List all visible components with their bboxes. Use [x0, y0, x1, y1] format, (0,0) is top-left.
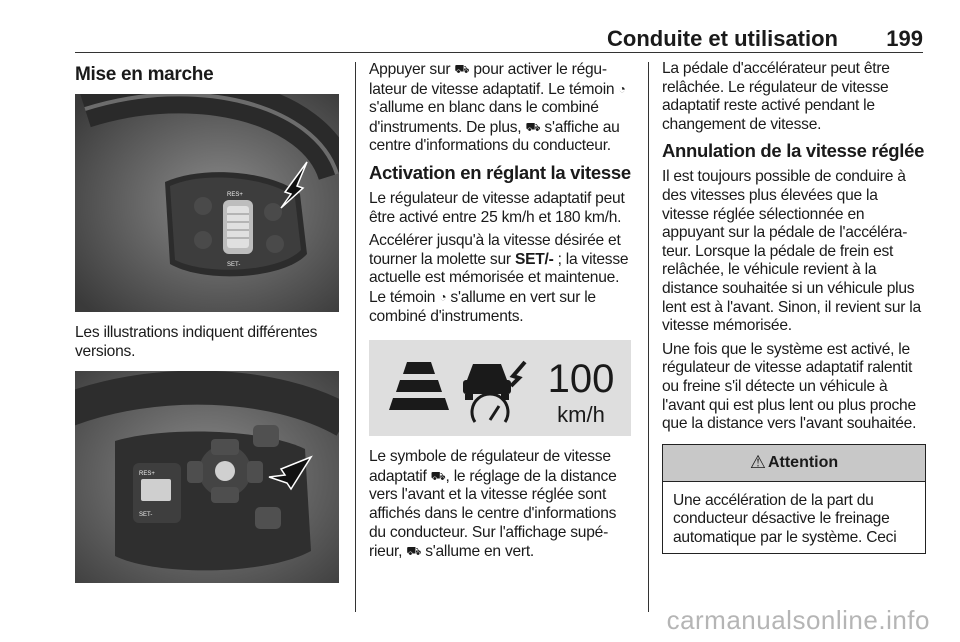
- paragraph-accelerator: La pédale d'accélérateur peut être relâchée. Le régulateur de vitesse adaptatif reste activé pendant le changement de vitesse.: [662, 60, 890, 133]
- set-label-2: SET-: [139, 512, 153, 519]
- warning-box: [662, 444, 926, 554]
- header-rule: [75, 52, 923, 53]
- paragraph-symbol: Le symbole de régulateur de vitesse adaptatif ⛟, le réglage de la distance vers l'avant et la vitesse réglée sont affichés dans le centre d'informations du conducteur. Sur l'affichage supérieur, ⛟ s'allume en vert.: [369, 448, 617, 561]
- section-heading-mise-en-marche: Mise en marche: [75, 64, 214, 85]
- cruise-indicator-icon: ◔: [439, 289, 447, 304]
- res-label-2: RES+: [139, 471, 155, 478]
- paragraph-speed-range: Le régulateur de vitesse adaptatif peut être activé entre 25 km/h et 180 km/h.: [369, 189, 625, 226]
- cruise-indicator-icon: ◔: [618, 81, 626, 96]
- warning-header: ⚠ Attention: [663, 445, 925, 482]
- adaptive-cruise-icon: ⛟: [454, 62, 470, 76]
- column-2: [369, 60, 633, 567]
- driver-info-display: [369, 340, 631, 436]
- steering-wheel-illustration-1: [75, 94, 339, 312]
- driver-info-display-graphic: [369, 340, 631, 436]
- adaptive-cruise-icon: ⛟: [430, 468, 446, 483]
- steering-wheel-photo-1: [75, 94, 339, 312]
- column-3: [662, 60, 926, 554]
- paragraph-activate: Appuyer sur ⛟ pour activer le régulateur de vitesse adaptatif. Le témoin ◔ s'allume en blanc dans le combiné d'instruments. De plus, ⛟ s'affiche au centre d'informations du conducteur.: [369, 61, 626, 155]
- section-heading-cancel: Annulation de la vitesse réglée: [662, 140, 925, 162]
- page-header-title: Conduite et utilisation: [607, 26, 838, 51]
- steering-wheel-illustration-2: [75, 371, 339, 583]
- set-label-1: SET-: [227, 262, 241, 268]
- adaptive-cruise-icon: ⛟: [525, 119, 541, 134]
- warning-triangle-icon: ⚠: [749, 452, 766, 473]
- page-number: 199: [886, 26, 923, 51]
- column-1: [75, 60, 341, 583]
- warning-text: Une accélération de la part du conducteur désactive le freinage automatique par le système. Ceci: [673, 491, 897, 546]
- column-divider-1: [355, 62, 356, 612]
- paragraph-override: Il est toujours possible de conduire à des vitesses plus élevées que la vitesse réglée sélectionnée en appuyant sur la pédale de l'accélérateur. Lorsque la pédale de frein est relâchée, le véhicule revient à la distance souhaitée si un véhicule plus lent est à l'avant. Sinon, il revient sur la vitesse mémorisée.: [662, 168, 921, 335]
- illustrations-caption: Les illustrations indiquent différentes versions.: [75, 324, 318, 360]
- set-speed-value: 100: [547, 357, 615, 402]
- res-label-1: RES+: [227, 192, 243, 198]
- section-heading-activation: Activation en réglant la vitesse: [369, 161, 631, 183]
- column-divider-2: [648, 62, 649, 612]
- watermark: carmanualsonline.info: [666, 605, 930, 635]
- paragraph-set-speed: Accélérer jusqu'à la vitesse désirée et tourner la molette sur SET/- ; la vitesse actuelle est mémorisée et maintenue. Le témoin ◔ s'allume en vert sur le combiné d'instruments.: [369, 232, 629, 325]
- adaptive-cruise-icon: ⛟: [406, 544, 422, 559]
- speed-unit: km/h: [557, 402, 605, 428]
- paragraph-braking: Une fois que le système est activé, le régulateur de vitesse adaptatif ralentit ou freine s'il détecte un véhicule à l'avant qui est plus lent ou plus proche que la distance vers l'avant souhaitée.: [662, 340, 917, 433]
- steering-wheel-photo-2: [75, 371, 339, 583]
